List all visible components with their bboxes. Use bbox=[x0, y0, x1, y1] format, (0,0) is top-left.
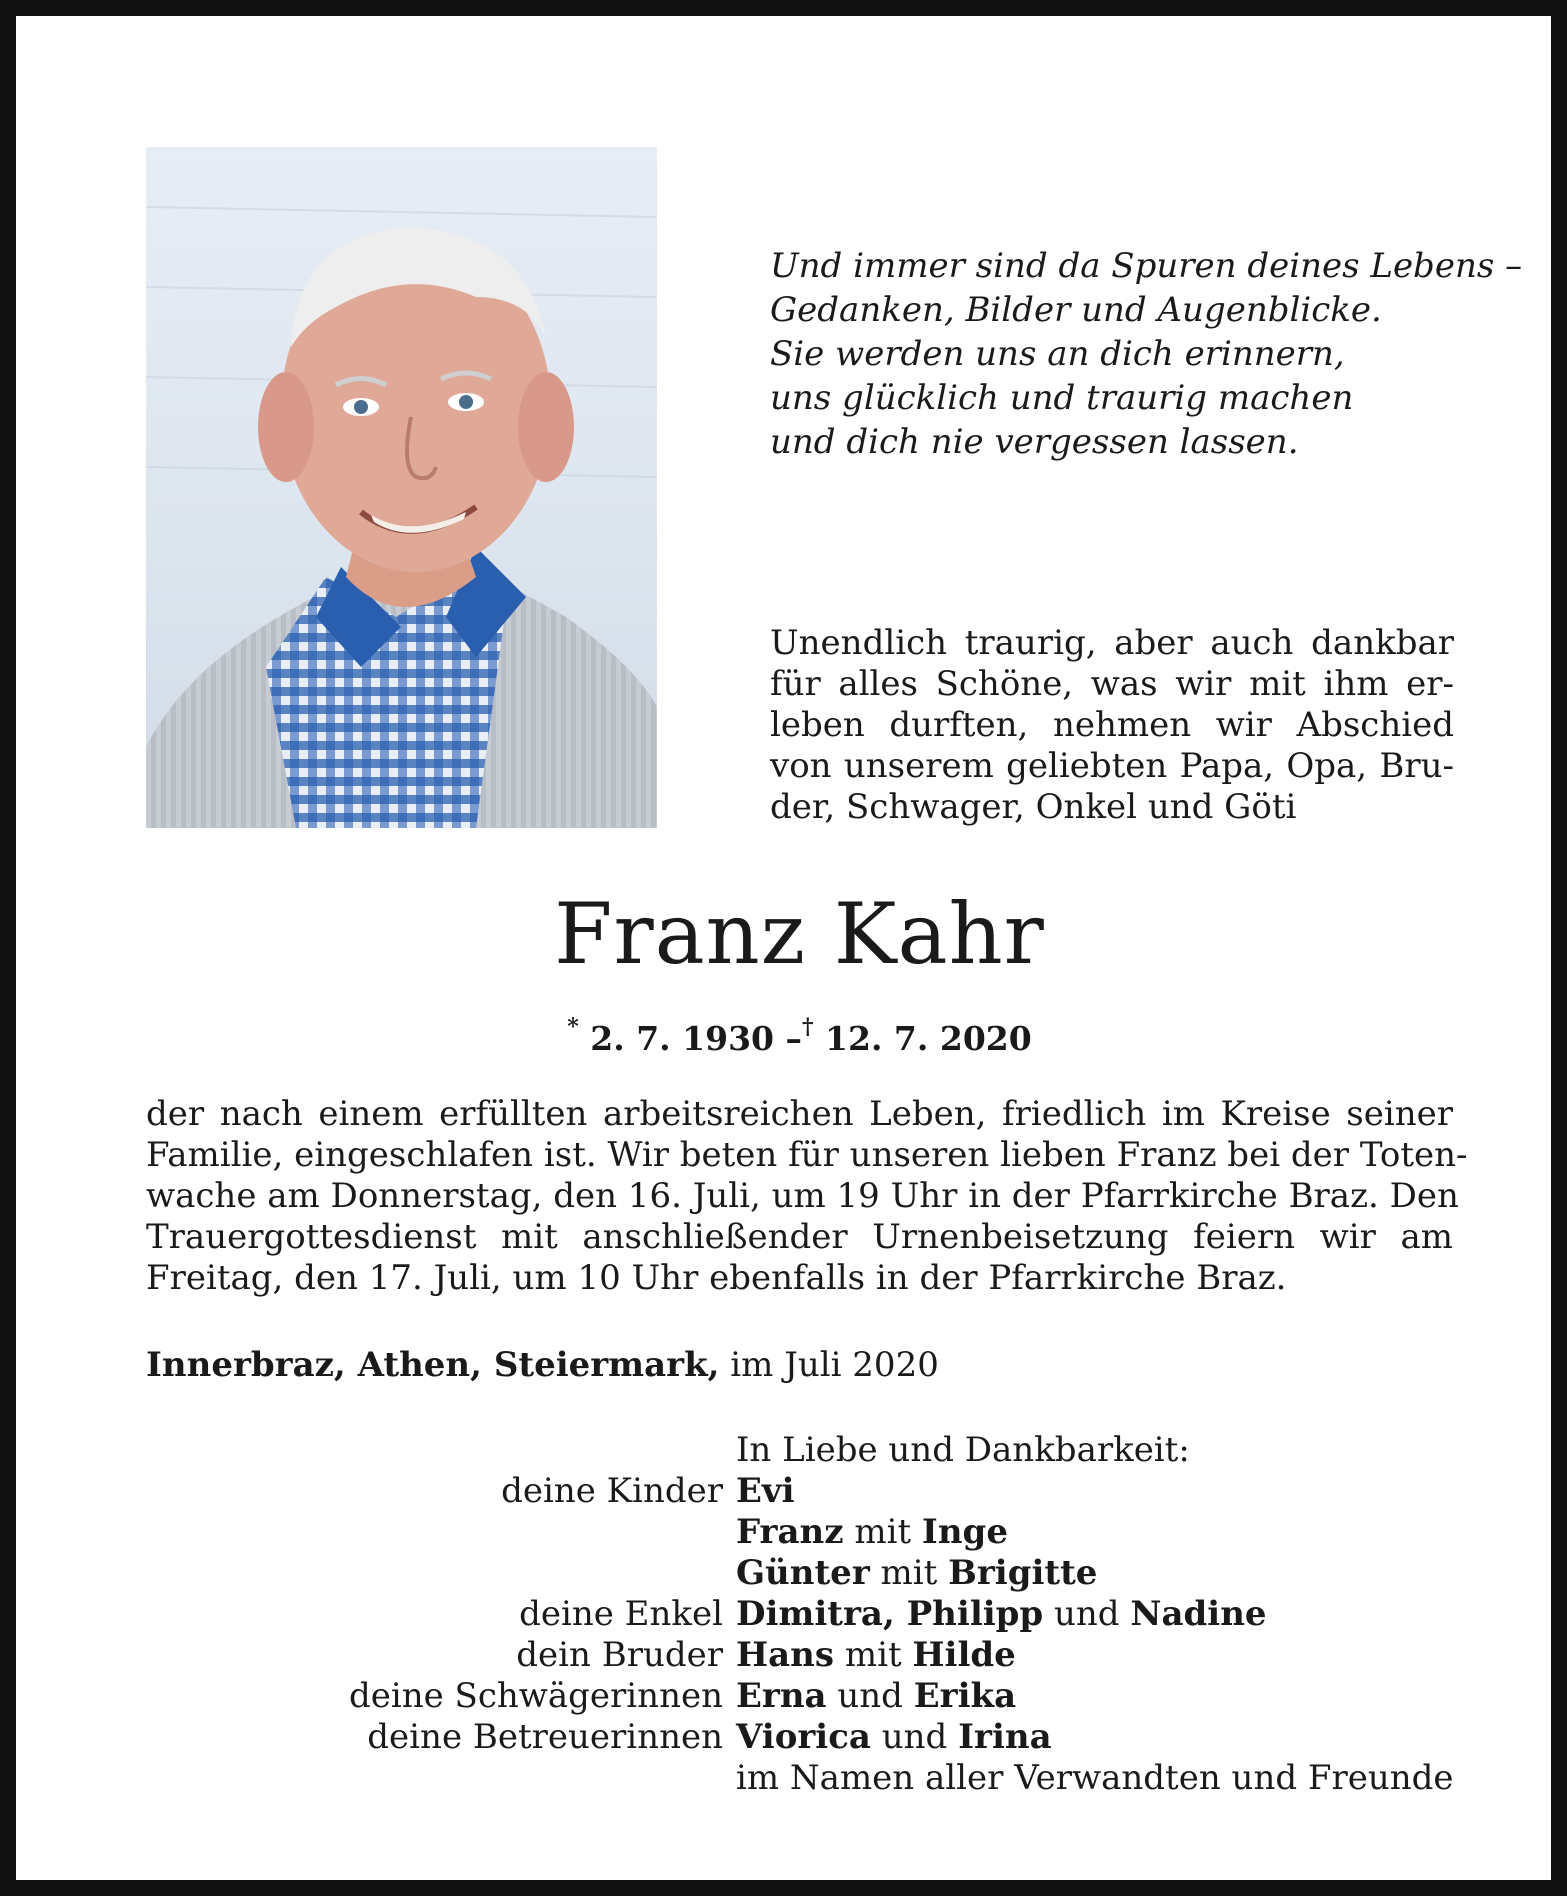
family-join: und bbox=[1054, 1594, 1120, 1634]
family-row-kinder bbox=[16, 1471, 1567, 1512]
family-member: Dimitra, Philipp bbox=[736, 1594, 1044, 1634]
family-row-enkel bbox=[16, 1594, 1567, 1635]
body-line: wache am Donnerstag, den 16. Juli, um 19 Uhr in der Pfarrkirche Braz. Den bbox=[146, 1176, 1459, 1216]
poem-line: Gedanken, Bilder und Augenblicke. bbox=[770, 290, 1382, 330]
family-row-closing bbox=[16, 1758, 1567, 1799]
intro-line: Unendlich traurig, aber auch dankbar bbox=[770, 623, 1454, 663]
family-member: Irina bbox=[958, 1717, 1052, 1757]
body-line: Trauergottesdienst mit anschließender Urnenbeisetzung feiern wir am bbox=[146, 1217, 1453, 1257]
family-names bbox=[736, 1676, 1016, 1717]
family-row-betreuerinnen bbox=[16, 1717, 1567, 1758]
family-label: deine Schwägerinnen bbox=[348, 1676, 723, 1716]
birth-date: 2. 7. 1930 bbox=[590, 1019, 775, 1058]
portrait-illustration bbox=[146, 147, 657, 828]
intro-line: der, Schwager, Onkel und Göti bbox=[770, 787, 1297, 827]
family-member: Erna bbox=[736, 1676, 827, 1716]
family-join: mit bbox=[854, 1512, 912, 1552]
birth-symbol: * bbox=[567, 1014, 579, 1040]
family-names bbox=[736, 1553, 1097, 1594]
family-join: und bbox=[881, 1717, 948, 1757]
poem-line: Sie werden uns an dich erinnern, bbox=[770, 334, 1345, 374]
family-label: deine Betreuerinnen bbox=[367, 1717, 723, 1757]
family-join: mit bbox=[880, 1553, 938, 1593]
family-member: Viorica bbox=[736, 1717, 871, 1757]
deceased-name: Franz Kahr bbox=[554, 885, 1045, 983]
death-date: 12. 7. 2020 bbox=[825, 1019, 1032, 1058]
family-label: dein Bruder bbox=[516, 1635, 723, 1675]
funeral-details bbox=[146, 1094, 1468, 1299]
family-member: Hans bbox=[736, 1635, 835, 1675]
poem-line: und dich nie vergessen lassen. bbox=[770, 422, 1299, 462]
family-row-schwaegerinnen bbox=[16, 1676, 1567, 1717]
signoff: In Liebe und Dankbarkeit: bbox=[736, 1430, 1190, 1470]
poem bbox=[770, 244, 1523, 464]
family-join: mit bbox=[844, 1635, 902, 1675]
intro-line: von unserem geliebten Papa, Opa, Bru- bbox=[770, 746, 1454, 786]
family-member: Günter bbox=[736, 1553, 870, 1593]
family-member: Evi bbox=[736, 1471, 795, 1511]
family-label: deine Kinder bbox=[501, 1471, 723, 1511]
family-names bbox=[736, 1717, 1052, 1758]
body-line: der nach einem erfüllten arbeitsreichen Leben, friedlich im Kreise seiner bbox=[146, 1094, 1453, 1134]
family-names bbox=[736, 1594, 1267, 1635]
family-join: und bbox=[837, 1676, 903, 1716]
family-member: Brigitte bbox=[948, 1553, 1098, 1593]
date-separator: – bbox=[785, 1019, 803, 1058]
intro-line: leben durften, nehmen wir Abschied bbox=[770, 705, 1454, 745]
family-row-kinder-3 bbox=[16, 1553, 1567, 1594]
body-line: Freitag, den 17. Juli, um 10 Uhr ebenfalls in der Pfarrkirche Braz. bbox=[146, 1258, 1287, 1298]
family-names bbox=[736, 1635, 1016, 1676]
places: Innerbraz, Athen, Steiermark, bbox=[146, 1345, 720, 1385]
family-member: Hilde bbox=[912, 1635, 1016, 1675]
death-symbol: † bbox=[802, 1014, 814, 1040]
closing-line: im Namen aller Verwandten und Freunde bbox=[736, 1758, 1454, 1798]
poem-line: Und immer sind da Spuren deines Lebens – bbox=[770, 246, 1523, 286]
family-member: Franz bbox=[736, 1512, 844, 1552]
family-label: deine Enkel bbox=[519, 1594, 723, 1634]
place-and-date bbox=[146, 1345, 939, 1386]
portrait-photo bbox=[146, 147, 657, 828]
family-row-bruder bbox=[16, 1635, 1567, 1676]
family-names bbox=[736, 1512, 1008, 1553]
family-row-kinder-2 bbox=[16, 1512, 1567, 1553]
family-list bbox=[16, 1471, 1567, 1799]
intro-text bbox=[770, 623, 1454, 828]
family-member: Erika bbox=[913, 1676, 1017, 1716]
announcement-date: im Juli 2020 bbox=[730, 1345, 939, 1385]
poem-line: uns glücklich und traurig machen bbox=[770, 378, 1354, 418]
family-member: Inge bbox=[921, 1512, 1008, 1552]
family-member: Nadine bbox=[1130, 1594, 1267, 1634]
intro-line: für alles Schöne, was wir mit ihm er- bbox=[770, 664, 1454, 704]
life-dates bbox=[16, 1011, 1567, 1059]
body-line: Familie, eingeschlafen ist. Wir beten für unseren lieben Franz bei der Toten- bbox=[146, 1135, 1468, 1175]
family-names bbox=[736, 1471, 795, 1512]
